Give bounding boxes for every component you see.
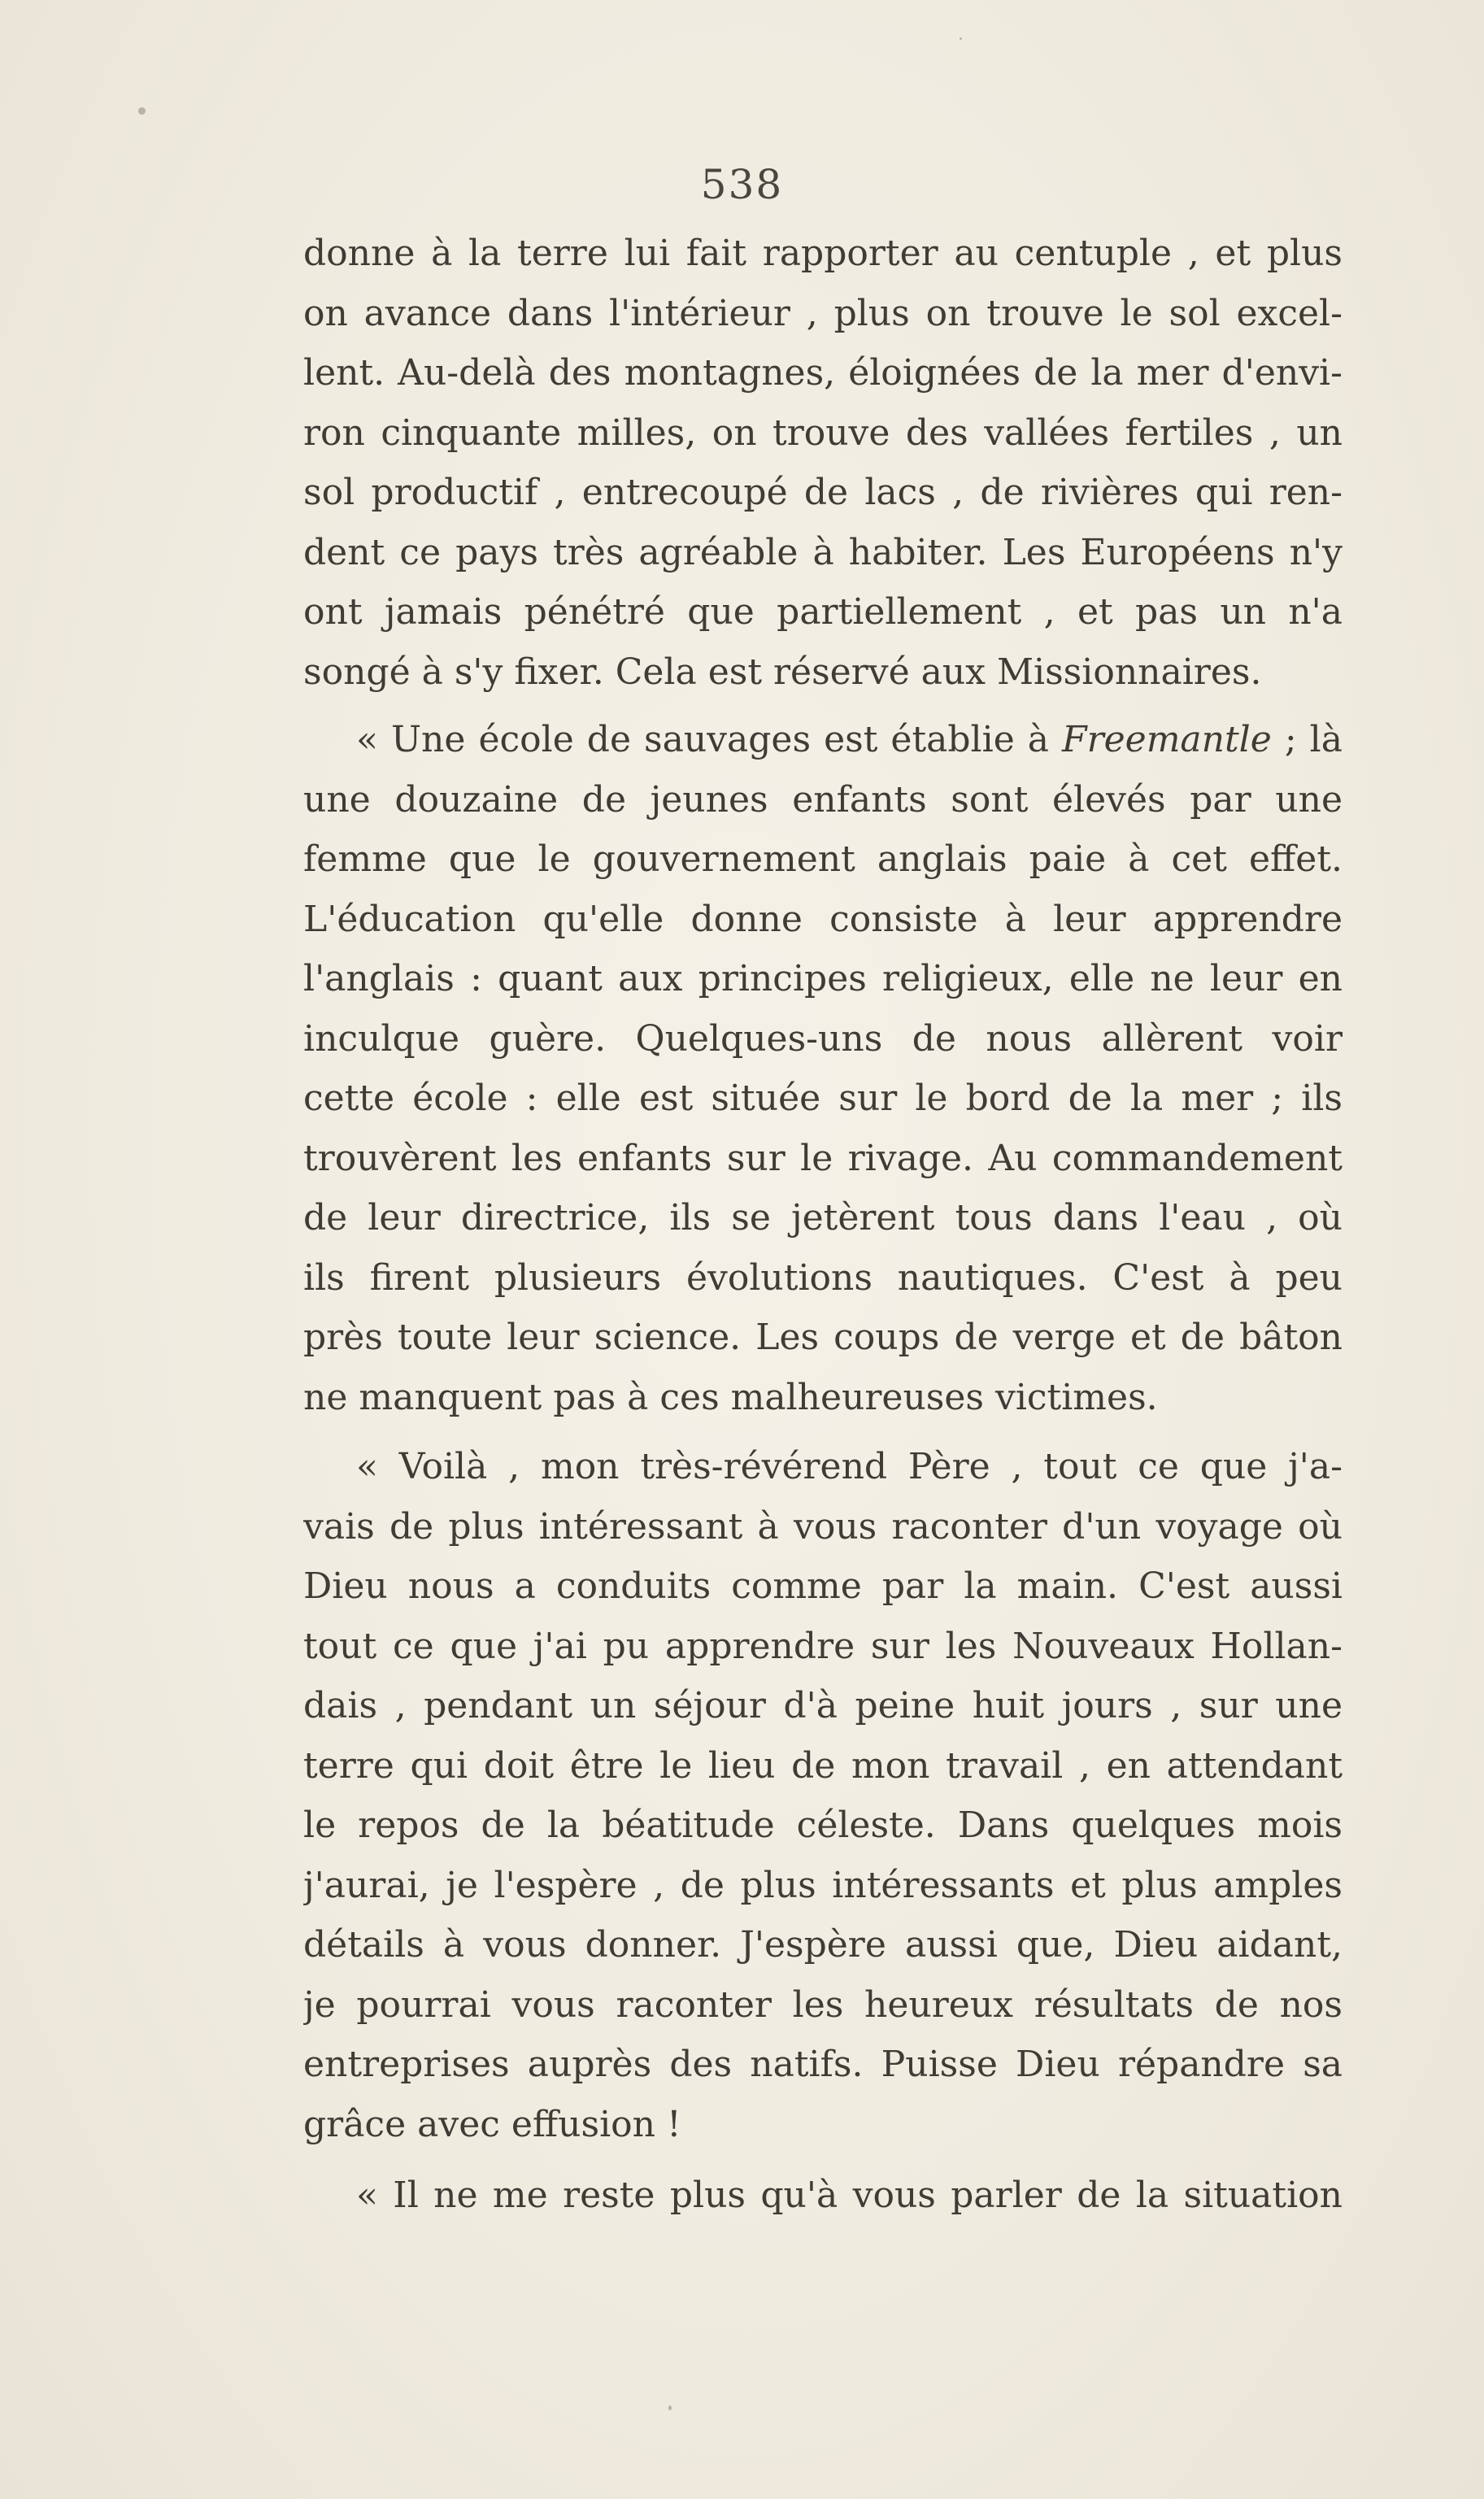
text-line: l'anglais : quant aux principes religieux, elle ne leur en [303, 958, 1343, 999]
text-line: ont jamais pénétré que partiellement , et pas un n'a [303, 591, 1343, 633]
paper-speck [138, 107, 146, 115]
paragraph-3 [303, 1437, 1343, 2154]
text-line: donne à la terre lui fait rapporter au centuple , et plus [303, 233, 1343, 274]
paragraph-1 [303, 224, 1343, 702]
text-line: je pourrai vous raconter les heureux résultats de nos [303, 1983, 1343, 2026]
paper-speck [960, 37, 962, 40]
text-line: ils firent plusieurs évolutions nautiques. C'est à peu [303, 1256, 1343, 1299]
text-line: ron cinquante milles, on trouve des vallées fertiles , un [303, 411, 1343, 454]
body-text [303, 224, 1343, 2226]
text-line: détails à vous donner. J'espère aussi que, Dieu aidant, [303, 1924, 1343, 1966]
text-line [303, 710, 1343, 770]
text-line: tout ce que j'ai pu apprendre sur les Nouveaux Hollan- [303, 1625, 1343, 1667]
text-line: songé à s'y fixer. Cela est réservé aux Missionnaires. [303, 651, 1262, 693]
text-line: une douzaine de jeunes enfants sont élevés par une [303, 778, 1343, 821]
text-line: dent ce pays très agréable à habiter. Les Européens n'y [303, 531, 1343, 573]
text-line-end: ; là [1271, 719, 1343, 760]
text-line: lent. Au-delà des montagnes, éloignées de la mer d'envi- [303, 352, 1343, 394]
paragraph-2 [303, 710, 1343, 1427]
text-line: « Il ne me reste plus qu'à vous parler de la situation [356, 2175, 1343, 2216]
text-line: on avance dans l'intérieur , plus on trouve le sol excel- [303, 292, 1343, 334]
text-line: le repos de la béatitude céleste. Dans quelques mois [303, 1805, 1343, 1846]
paper-speck [668, 2405, 672, 2410]
text-line: femme que le gouvernement anglais paie à cet effet. [303, 838, 1343, 880]
text-line: entreprises auprès des natifs. Puisse Dieu répandre sa [303, 2044, 1343, 2085]
text-line: j'aurai, je l'espère , de plus intéressants et plus amples [303, 1864, 1343, 1906]
text-line: de leur directrice, ils se jetèrent tous dans l'eau , où [303, 1197, 1343, 1239]
page-number: 538 [700, 161, 784, 208]
text-line: cette école : elle est située sur le bord de la mer ; ils [303, 1078, 1343, 1119]
paragraph-4 [303, 2166, 1343, 2226]
text-line: L'éducation qu'elle donne consiste à leur apprendre [303, 898, 1343, 940]
text-line: « Voilà , mon très-révérend Père , tout ce que j'a- [356, 1446, 1343, 1487]
text-line-start: « Une école de sauvages est établie à [356, 719, 1063, 760]
text-line: trouvèrent les enfants sur le rivage. Au commandement [303, 1137, 1343, 1179]
text-line: inculque guère. Quelques-uns de nous allèrent voir [303, 1017, 1343, 1060]
place-name: Freemantle [1062, 719, 1272, 760]
text-line: terre qui doit être le lieu de mon travail , en attendant [303, 1744, 1343, 1787]
text-line: Dieu nous a conduits comme par la main. C'est aussi [303, 1565, 1343, 1607]
text-line: vais de plus intéressant à vous raconter d'un voyage où [303, 1505, 1343, 1548]
text-line: ne manquent pas à ces malheureuses victimes. [303, 1376, 1158, 1418]
text-line: près toute leur science. Les coups de verge et de bâton [303, 1317, 1343, 1358]
text-line: dais , pendant un séjour d'à peine huit jours , sur une [303, 1685, 1343, 1726]
text-line: sol productif , entrecoupé de lacs , de rivières qui ren- [303, 472, 1343, 513]
text-line: grâce avec effusion ! [303, 2103, 681, 2145]
